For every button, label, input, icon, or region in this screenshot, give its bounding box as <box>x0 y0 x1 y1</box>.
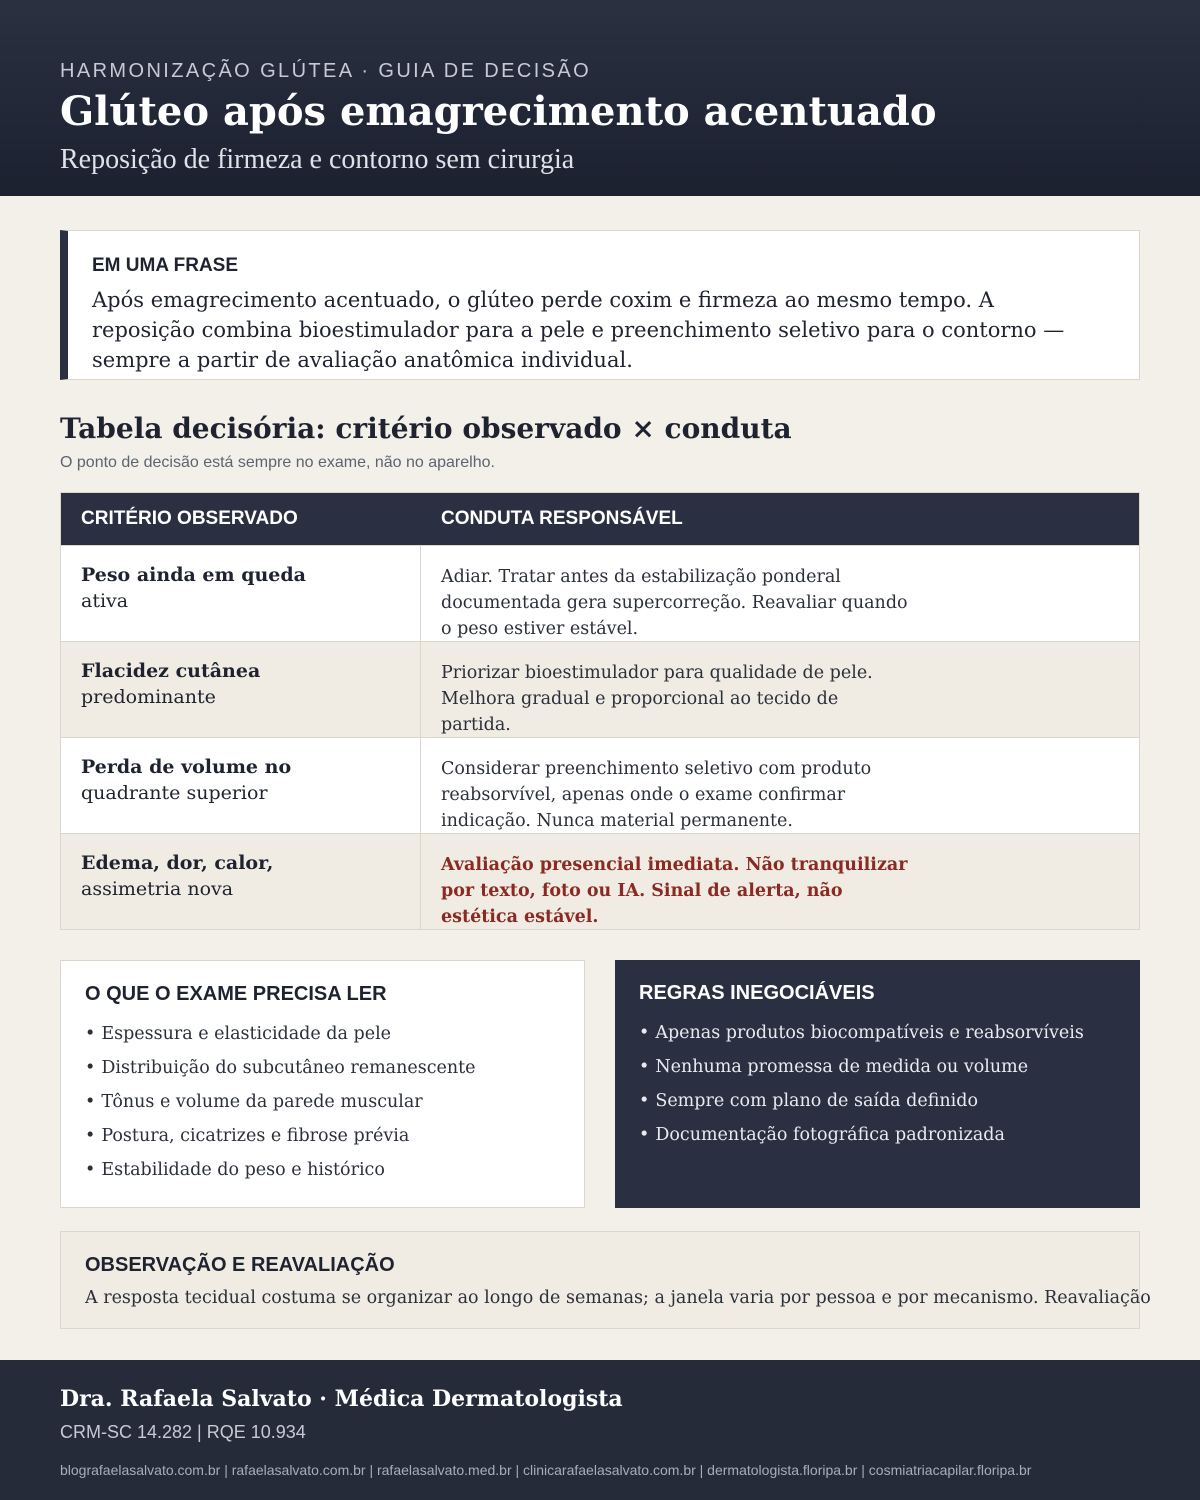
page-subtitle: Reposição de firmeza e contorno sem cirurgia <box>60 144 575 175</box>
list-item-text: Documentação fotográfica padronizada <box>655 1125 1005 1145</box>
list-item-text: Distribuição do subcutâneo remanescente <box>101 1058 476 1078</box>
exam-checklist-title: O QUE O EXAME PRECISA LER <box>85 983 387 1005</box>
table-row <box>61 545 1139 641</box>
column-header-conduct: CONDUTA RESPONSÁVEL <box>441 508 683 529</box>
list-item-text: Estabilidade do peso e histórico <box>101 1160 385 1180</box>
criterion-cell <box>61 738 421 833</box>
criterion-cell <box>61 834 421 929</box>
rules-list <box>639 1020 1119 1156</box>
criterion-strong: Perda de volume no <box>81 756 292 778</box>
doctor-credentials: CRM-SC 14.282 | RQE 10.934 <box>60 1422 306 1442</box>
table-row <box>61 641 1139 737</box>
summary-text: Após emagrecimento acentuado, o glúteo perde coxim e firmeza ao mesmo tempo. A reposição combina bioestimulador para a pele e preenchimento seletivo para o contorno — sempre a partir de avaliação anatômica individual. <box>92 288 1065 372</box>
doctor-name: Dra. Rafaela Salvato · Médica Dermatologista <box>60 1386 623 1412</box>
conduct-cell <box>421 642 1139 737</box>
criterion-cell <box>61 642 421 737</box>
list-item <box>85 1123 565 1149</box>
table-header <box>61 493 1139 545</box>
column-header-criterion: CRITÉRIO OBSERVADO <box>81 508 298 529</box>
bullet-icon: • <box>85 1092 96 1112</box>
table-row <box>61 833 1139 929</box>
rules-box <box>615 960 1140 1208</box>
page-title: Glúteo após emagrecimento acentuado <box>60 88 937 135</box>
bullet-icon: • <box>639 1057 650 1077</box>
exam-checklist <box>85 1021 565 1191</box>
criterion-rest: ativa <box>81 590 129 612</box>
conduct-text: Adiar. Tratar antes da estabilização ponderal documentada gera supercorreção. Reavaliar quando o peso estiver estável. <box>441 567 908 639</box>
criterion-strong: Peso ainda em queda <box>81 564 306 586</box>
observation-title: OBSERVAÇÃO E REAVALIAÇÃO <box>85 1254 395 1276</box>
list-item-text: Apenas produtos biocompatíveis e reabsorvíveis <box>655 1023 1084 1043</box>
exam-checklist-box <box>60 960 585 1208</box>
criterion-rest: quadrante superior <box>81 782 268 804</box>
conduct-text: Priorizar bioestimulador para qualidade de pele. Melhora gradual e proporcional ao tecido de partida. <box>441 663 873 735</box>
summary-label: EM UMA FRASE <box>92 255 239 276</box>
list-item-text: Nenhuma promessa de medida ou volume <box>655 1057 1029 1077</box>
header-kicker: HARMONIZAÇÃO GLÚTEA · GUIA DE DECISÃO <box>60 60 592 82</box>
criterion-strong: Flacidez cutânea <box>81 660 261 682</box>
decision-table-subtitle: O ponto de decisão está sempre no exame, não no aparelho. <box>60 454 495 471</box>
observation-box <box>60 1231 1151 1329</box>
bullet-icon: • <box>85 1160 96 1180</box>
list-item-text: Espessura e elasticidade da pele <box>101 1024 392 1044</box>
bullet-icon: • <box>85 1126 96 1146</box>
conduct-cell <box>421 546 1139 641</box>
list-item <box>85 1021 565 1047</box>
criterion-cell <box>61 546 421 641</box>
list-item-text: Tônus e volume da parede muscular <box>101 1092 423 1112</box>
footer-links: blografaelasalvato.com.br | rafaelasalvato.com.br | rafaelasalvato.med.br | clinicarafaelasalvato.com.br | dermatologista.floripa.br | cosmiatriacapilar.floripa.br <box>60 1462 1032 1478</box>
list-item <box>639 1020 1119 1046</box>
list-item <box>85 1157 565 1183</box>
bullet-icon: • <box>85 1058 96 1078</box>
bullet-icon: • <box>85 1024 96 1044</box>
list-item-text: Postura, cicatrizes e fibrose prévia <box>101 1126 410 1146</box>
list-item <box>639 1054 1119 1080</box>
decision-table-title: Tabela decisória: critério observado × conduta <box>60 412 792 445</box>
page-footer <box>0 1360 1200 1500</box>
bullet-icon: • <box>639 1023 650 1043</box>
summary-callout <box>60 230 1140 380</box>
criterion-rest: assimetria nova <box>81 878 234 900</box>
rules-title: REGRAS INEGOCIÁVEIS <box>639 982 875 1004</box>
conduct-text: Considerar preenchimento seletivo com produto reabsorvível, apenas onde o exame confirmar indicação. Nunca material permanente. <box>441 759 872 831</box>
list-item <box>639 1122 1119 1148</box>
bullet-icon: • <box>639 1125 650 1145</box>
list-item <box>85 1089 565 1115</box>
decision-table <box>60 492 1140 930</box>
bullet-icon: • <box>639 1091 650 1111</box>
criterion-rest: predominante <box>81 686 216 708</box>
page-header <box>0 0 1200 196</box>
conduct-alert-text: Avaliação presencial imediata. Não tranquilizar por texto, foto ou IA. Sinal de alerta, não estética estável. <box>441 855 908 927</box>
criterion-strong: Edema, dor, calor, <box>81 852 274 874</box>
conduct-cell <box>421 834 1139 929</box>
table-row <box>61 737 1139 833</box>
observation-text: A resposta tecidual costuma se organizar ao longo de semanas; a janela varia por pessoa e por mecanismo. Reavaliação <box>85 1288 1151 1308</box>
conduct-cell <box>421 738 1139 833</box>
list-item <box>85 1055 565 1081</box>
list-item <box>639 1088 1119 1114</box>
list-item-text: Sempre com plano de saída definido <box>655 1091 979 1111</box>
